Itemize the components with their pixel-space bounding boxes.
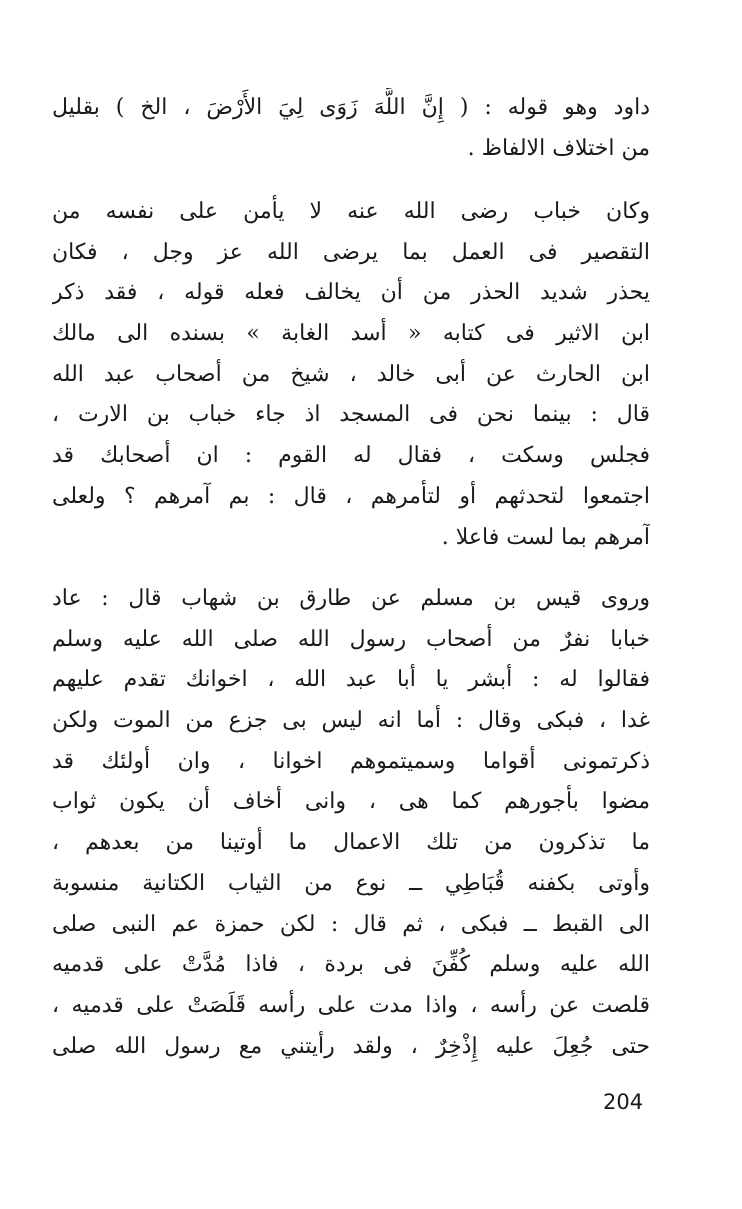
paragraph-1 xyxy=(52,88,650,169)
text-line: اجتمعوا لتحدثهم أو لتأمرهم ، قال : بم آمرهم ؟ ولعلى xyxy=(52,483,650,509)
paragraph-2 xyxy=(52,192,650,558)
text-line: قلصت عن رأسه ، واذا مدت على رأسه قَلَصَتْ على قدميه ، xyxy=(52,992,650,1018)
text-line: داود وهو قوله : ( إِنَّ اللَّهَ زَوَى لِيَ الأَرْضَ ، الخ ) بقليل xyxy=(52,95,650,120)
page-number: 204 xyxy=(603,1090,644,1114)
text-line: غدا ، فبكى وقال : أما انه ليس بى جزع من الموت ولكن xyxy=(52,708,650,734)
text-line: وكان خباب رضى الله عنه لا يأمن على نفسه من xyxy=(52,199,650,224)
text-line: الله عليه وسلم كُفِّنَ فى بردة ، فاذا مُدَّتْ على قدميه xyxy=(52,952,650,978)
text-line: خبابا نفرٌ من أصحاب رسول الله صلى الله عليه وسلم xyxy=(52,626,650,652)
text-line: ابن الاثير فى كتابه « أسد الغابة » بسنده الى مالك xyxy=(52,321,650,347)
text-line: فجلس وسكت ، فقال له القوم : ان أصحابك قد xyxy=(52,443,650,469)
paragraph-3 xyxy=(52,579,650,1067)
text-line: التقصير فى العمل بما يرضى الله عز وجل ، فكان xyxy=(52,239,650,265)
text-line: ابن الحارث عن أبى خالد ، شيخ من أصحاب عبد الله xyxy=(52,361,650,387)
text-line: حتى جُعِلَ عليه إِذْخِرٌ ، ولقد رأيتني مع رسول الله صلى xyxy=(52,1033,650,1059)
text-line: الى القبط ــ فبكى ، ثم قال : لكن حمزة عم النبى صلى xyxy=(52,911,650,937)
text-line: قال : بينما نحن فى المسجد اذ جاء خباب بن الارت ، xyxy=(52,402,650,428)
text-line: آمرهم بما لست فاعلا . xyxy=(441,524,650,550)
text-line: من اختلاف الالفاظ . xyxy=(467,135,650,161)
text-line: فقالوا له : أبشر يا أبا عبد الله ، اخوانك تقدم عليهم xyxy=(52,667,650,693)
text-line: وروى قيس بن مسلم عن طارق بن شهاب قال : عاد xyxy=(52,586,650,611)
text-line: ذكرتمونى أقواما وسميتموهم اخوانا ، وان أولئك قد xyxy=(52,748,650,774)
text-line: مضوا بأجورهم كما هى ، وانى أخاف أن يكون ثواب xyxy=(52,789,650,815)
text-line: يحذر شديد الحذر من أن يخالف فعله قوله ، فقد ذكر xyxy=(52,280,650,306)
text-line: ما تذكرون من تلك الاعمال ما أوتينا من بعدهم ، xyxy=(52,830,650,856)
text-line: وأوتى بكفنه قُبَاطِي ــ نوع من الثياب الكتانية منسوبة xyxy=(52,870,650,896)
